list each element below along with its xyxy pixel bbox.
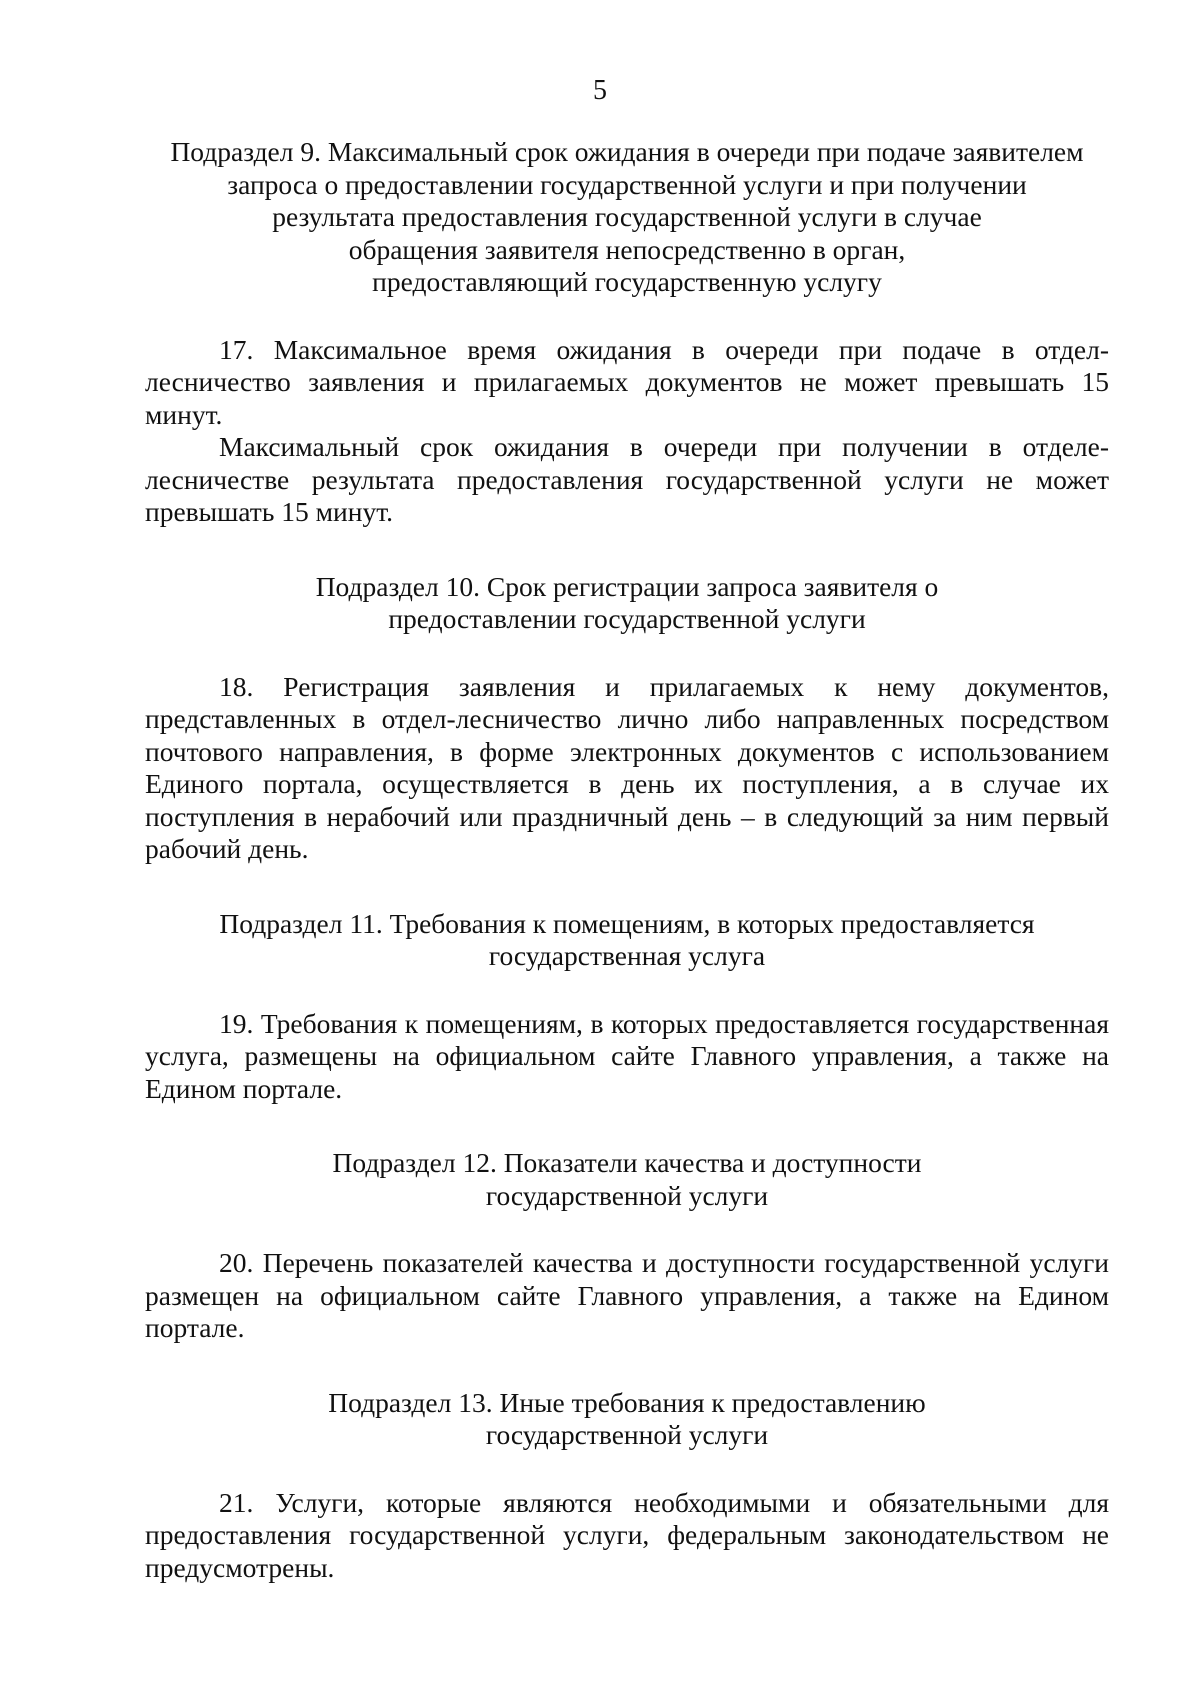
heading-line: Подраздел 12. Показатели качества и доступности <box>332 1147 922 1178</box>
paragraph-19: 19. Требования к помещениям, в которых предоставляется государственная услуга, размещены на официальном сайте Главного управления, а также на Едином портале. <box>145 1007 1109 1104</box>
paragraph-17: 17. Максимальное время ожидания в очереди при подаче в отдел-лесничество заявления и прилагаемых документов не может превышать 15 минут. <box>145 333 1109 430</box>
section-heading-9 <box>145 136 1109 299</box>
heading-line: Подраздел 10. Срок регистрации запроса заявителя о <box>315 570 939 602</box>
section-heading-10 <box>145 571 1109 636</box>
heading-line: государственной услуги <box>485 1179 769 1211</box>
heading-line: предоставлении государственной услуги <box>388 603 866 634</box>
paragraph-20: 20. Перечень показателей качества и доступности государственной услуги размещен на официальном сайте Главного управления, а также на Едином портале. <box>145 1247 1109 1343</box>
document-body <box>145 136 1109 1584</box>
heading-line: Подраздел 9. Максимальный срок ожидания в очереди при подаче заявителем <box>170 136 1084 167</box>
heading-line: результата предоставления государственной услуги в случае <box>272 201 982 232</box>
heading-line: обращения заявителя непосредственно в орган, <box>348 233 906 265</box>
paragraph-17-cont: Максимальный срок ожидания в очереди при получении в отделе-лесничестве результата предоставления государственной услуги не может превышать 15 минут. <box>145 431 1109 527</box>
section-heading-11 <box>145 908 1109 973</box>
heading-line: государственной услуги <box>485 1419 769 1450</box>
heading-line: Подраздел 11. Требования к помещениям, в которых предоставляется <box>219 907 1035 939</box>
section-heading-12 <box>145 1147 1109 1212</box>
paragraph-18: 18. Регистрация заявления и прилагаемых к нему документов, представленных в отдел-лесничество лично либо направленных посредством почтового направления, в форме электронных документов с использованием Единого портала, осуществляется в день их поступления, а в случае их поступления в нерабочий или праздничный день – в следующий за ним первый рабочий день. <box>145 670 1109 864</box>
heading-line: запроса о предоставлении государственной услуги и при получении <box>227 168 1027 200</box>
heading-line: Подраздел 13. Иные требования к предоставлению <box>328 1386 926 1418</box>
section-heading-13 <box>145 1387 1109 1452</box>
heading-line: предоставляющий государственную услугу <box>372 266 882 297</box>
heading-line: государственная услуга <box>488 940 766 971</box>
paragraph-21: 21. Услуги, которые являются необходимыми и обязательными для предоставления государственной услуги, федеральным законодательством не предусмотрены. <box>145 1486 1109 1583</box>
page-number: 5 <box>593 75 607 106</box>
